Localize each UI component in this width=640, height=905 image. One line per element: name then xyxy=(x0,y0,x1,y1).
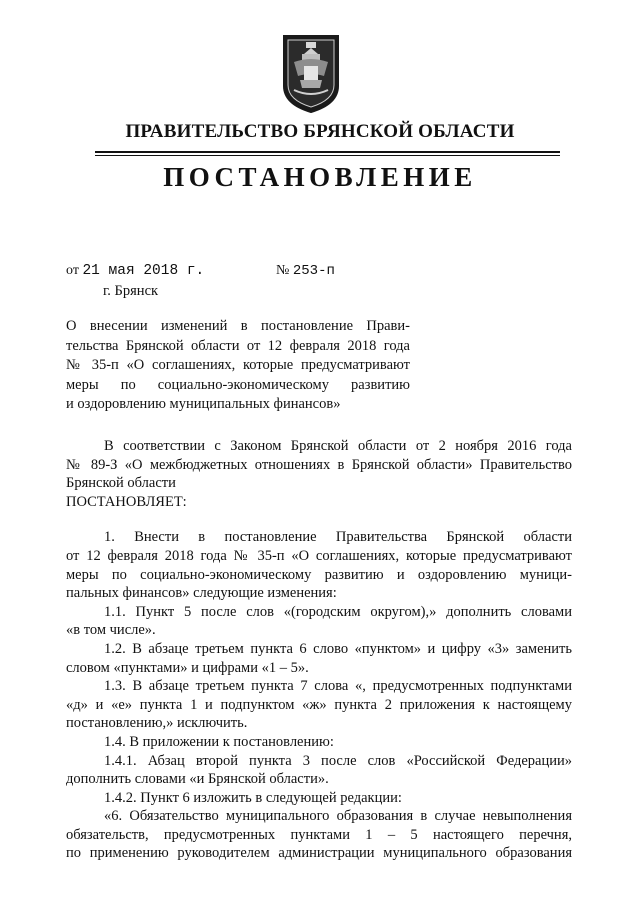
preamble-line: Брянской области xyxy=(66,475,176,492)
item-1-4-1-line: дополнить словами «и Брянской области». xyxy=(66,771,329,788)
paragraph-gap xyxy=(66,511,572,528)
resolves-heading: ПОСТАНОВЛЯЕТ: xyxy=(66,493,187,510)
item-1-3-line: «д» и «е» пункта 1 и подпунктом «ж» пункта 2 приложения к настоящему xyxy=(66,696,572,713)
subject-line: О внесении изменений в постановление Прави- xyxy=(66,318,410,334)
date-prefix: от xyxy=(66,263,79,278)
item-1-4-2-line: 1.4.2. Пункт 6 изложить в следующей редакции: xyxy=(104,789,402,806)
item-1-3-line: постановлению,» исключить. xyxy=(66,715,248,732)
date-value: 21 мая 2018 г. xyxy=(82,263,205,279)
item-1-2-line: словом «пунктами» и цифрами «1 – 5». xyxy=(66,659,309,676)
coat-of-arms-emblem xyxy=(280,32,342,116)
item-1-3-line: 1.3. В абзаце третьем пункта 7 слова «, предусмотренных подпунктами xyxy=(104,678,572,695)
item-1-1-line: «в том числе». xyxy=(66,622,156,639)
quote-line: по применению руководителем администрации муниципального образования xyxy=(66,845,572,862)
item-1-line: меры по социально-экономическому развитию и оздоровлению муници- xyxy=(66,566,572,583)
preamble-line: № 89-З «О межбюджетных отношениях в Брянской области» Правительство xyxy=(66,456,572,473)
subject-line: № 35-п «О соглашениях, которые предусматривают xyxy=(66,357,410,373)
document-date xyxy=(66,263,204,279)
item-1-4-1-line: 1.4.1. Абзац второй пункта 3 после слов «Российской Федерации» xyxy=(104,752,572,769)
item-1-line: от 12 февраля 2018 года № 35-п «О соглашениях, которые предусматривают xyxy=(66,547,572,564)
item-1-line: 1. Внести в постановление Правительства Брянской области xyxy=(104,529,572,546)
item-1-4-line: 1.4. В приложении к постановлению: xyxy=(104,733,334,750)
item-1-line: пальных финансов» следующие изменения: xyxy=(66,585,337,602)
document-subject xyxy=(66,317,410,415)
document-city: г. Брянск xyxy=(103,283,159,299)
document-body xyxy=(66,437,572,863)
government-name: ПРАВИТЕЛЬСТВО БРЯНСКОЙ ОБЛАСТИ xyxy=(125,121,515,142)
quote-line: «6. Обязательство муниципального образования в случае невыполнения xyxy=(104,808,572,825)
number-value: 253-п xyxy=(292,263,335,279)
header-rule-thin xyxy=(95,155,560,156)
item-1-2-line: 1.2. В абзаце третьем пункта 6 слово «пунктом» и цифру «3» заменить xyxy=(104,640,572,657)
item-1-1-line: 1.1. Пункт 5 после слов «(городским округом),» дополнить словами xyxy=(104,603,572,620)
preamble-line: В соответствии с Законом Брянской области от 2 ноября 2016 года xyxy=(104,438,572,454)
quote-line: обязательств, предусмотренных пунктами 1 – 5 настоящего перечня, xyxy=(66,826,572,843)
header-rule-thick xyxy=(95,151,560,153)
number-prefix: № xyxy=(276,263,290,278)
subject-line: меры по социально-экономическому развитию xyxy=(66,376,410,393)
subject-line: тельства Брянской области от 12 февраля 2018 года xyxy=(66,337,410,354)
document-type-title: ПОСТАНОВЛЕНИЕ xyxy=(163,162,477,192)
document-number xyxy=(276,263,335,279)
subject-line: и оздоровлению муниципальных финансов» xyxy=(66,396,341,412)
